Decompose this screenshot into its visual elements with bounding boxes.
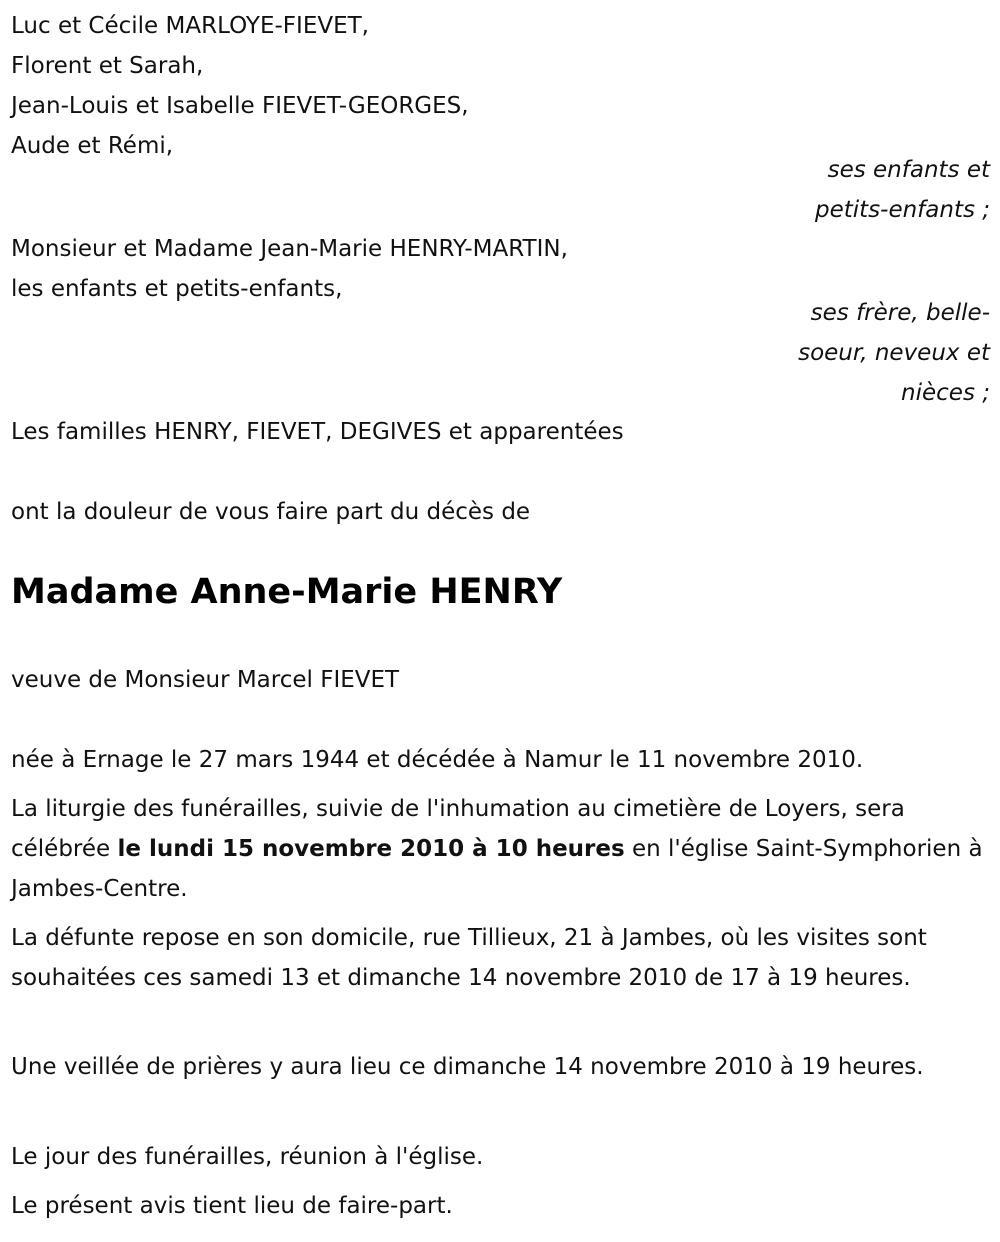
- relationship-label: soeur, neveux et: [798, 340, 990, 366]
- spouse-line: veuve de Monsieur Marcel FIEVET: [11, 667, 400, 693]
- family-line: Aude et Rémi,: [11, 133, 174, 159]
- relationship-label: ses enfants et: [827, 157, 990, 183]
- announcement-text: ont la douleur de vous faire part du décès de: [11, 499, 531, 525]
- funeral-paragraph: [11, 789, 996, 909]
- family-line: Les familles HENRY, FIEVET, DEGIVES et apparentées: [11, 419, 624, 445]
- visits-paragraph: La défunte repose en son domicile, rue Tillieux, 21 à Jambes, où les visites sont souhaitées ces samedi 13 et dimanche 14 novembre 2010 de 17 à 19 heures.: [11, 925, 927, 991]
- meeting-paragraph: Le jour des funérailles, réunion à l'église.: [11, 1144, 484, 1170]
- family-line: Luc et Cécile MARLOYE-FIEVET,: [11, 13, 369, 39]
- family-line: Jean-Louis et Isabelle FIEVET-GEORGES,: [11, 93, 469, 119]
- birth-death-paragraph: née à Ernage le 27 mars 1944 et décédée à Namur le 11 novembre 2010.: [11, 747, 864, 773]
- relationship-label: ses frère, belle-: [810, 300, 990, 326]
- notice-paragraph: Le présent avis tient lieu de faire-part.: [11, 1193, 453, 1219]
- funeral-text-after: en l'église Saint-Symphorien à Jambes-Centre.: [11, 836, 983, 902]
- funeral-date-time: le lundi 15 novembre 2010 à 10 heures: [117, 836, 625, 862]
- funeral-text-before: La liturgie des funérailles, suivie de l'inhumation au cimetière de Loyers, sera célébrée: [11, 796, 905, 862]
- family-line: les enfants et petits-enfants,: [11, 276, 343, 302]
- vigil-paragraph: Une veillée de prières y aura lieu ce dimanche 14 novembre 2010 à 19 heures.: [11, 1054, 924, 1080]
- family-line: Monsieur et Madame Jean-Marie HENRY-MARTIN,: [11, 236, 568, 262]
- deceased-name: Madame Anne-Marie HENRY: [11, 572, 563, 612]
- relationship-label: nièces ;: [901, 380, 990, 406]
- relationship-label: petits-enfants ;: [814, 197, 990, 223]
- family-line: Florent et Sarah,: [11, 53, 204, 79]
